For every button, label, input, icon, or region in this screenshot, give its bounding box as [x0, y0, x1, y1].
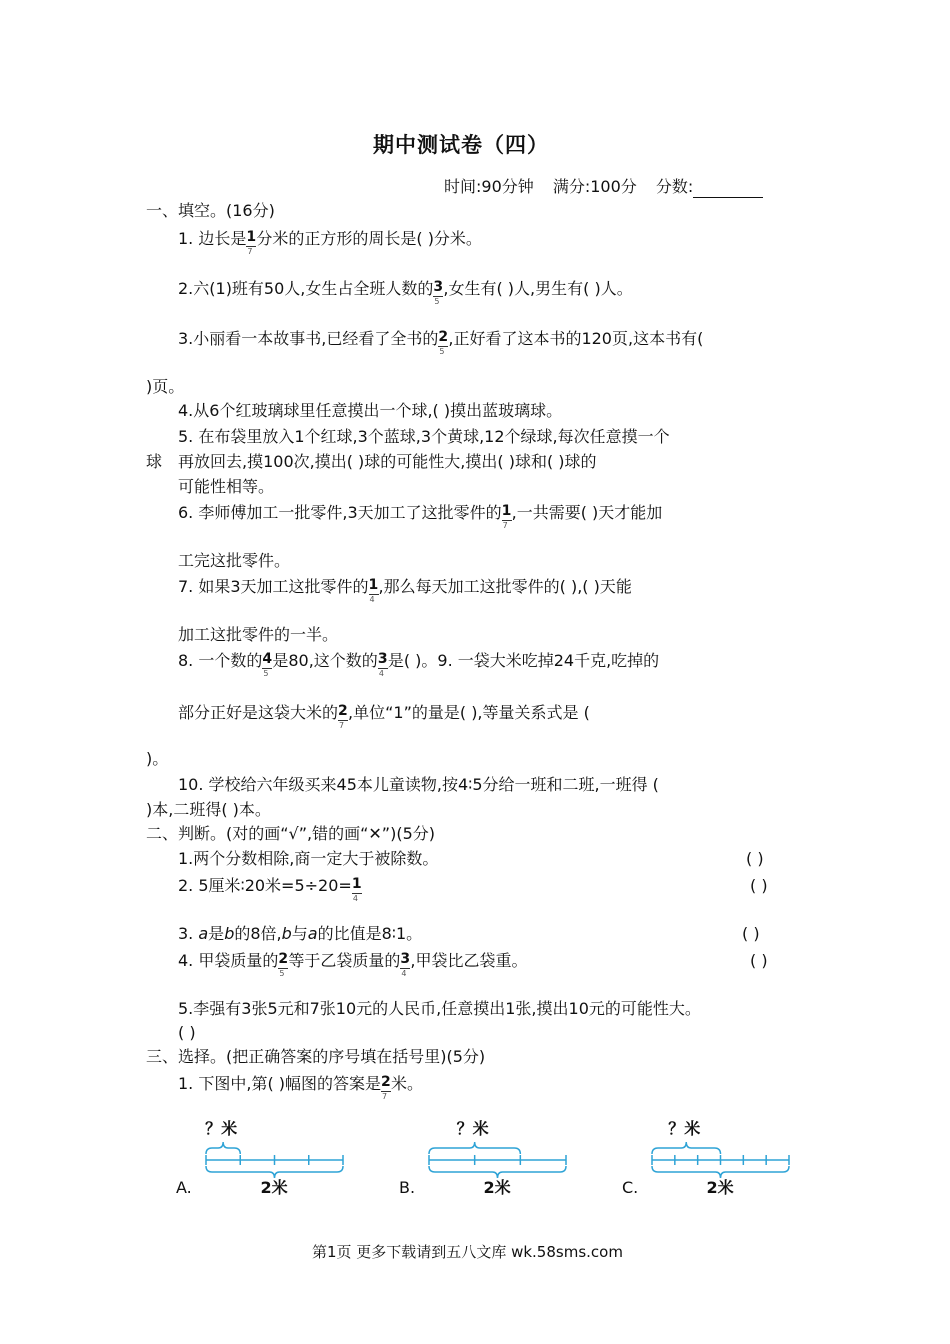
fraction: $\frac{2}{5}$ — [438, 329, 449, 356]
fraction: $\frac{4}{5}$ — [262, 651, 273, 678]
q2-2: 2. 5厘米∶20米=5÷20= $\frac{1}{4}$ — [178, 876, 362, 903]
q2-4: 4. 甲袋质量的 $\frac{2}{5}$ 等于乙袋质量的 $\frac{3}{4}$ ,甲袋比乙袋重。 — [178, 951, 528, 978]
q1-9-cont: )。 — [146, 749, 169, 768]
q2-5: 5.李强有3张5元和7张10元的人民币,任意摸出1张,摸出10元的可能性大。 — [178, 999, 701, 1018]
total-length-label: 2米 — [706, 1178, 734, 1197]
fraction: $\frac{3}{5}$ — [433, 279, 444, 306]
fraction: $\frac{3}{4}$ — [400, 951, 411, 978]
fraction: $\frac{1}{4}$ — [351, 876, 362, 903]
fraction: $\frac{1}{7}$ — [501, 503, 512, 530]
exam-info — [444, 176, 763, 198]
q1-9: 部分正好是这袋大米的 $\frac{2}{7}$ ,单位“1”的量是( ),等量关系式是 ( — [178, 703, 590, 730]
q1-7-cont: 加工这批零件的一半。 — [178, 625, 339, 644]
q1-6: 6. 李师傅加工一批零件,3天加工了这批零件的 $\frac{1}{7}$ ,一共需要( )天才能加 — [178, 503, 663, 530]
fraction: $\frac{1}{7}$ — [246, 229, 257, 256]
q1-5d: 可能性相等。 — [178, 477, 275, 496]
q2-3: 3. a是b的8倍,b与a的比值是8∶1。 — [178, 924, 423, 943]
fraction: $\frac{3}{4}$ — [377, 651, 388, 678]
option-label: C. — [622, 1178, 639, 1197]
total-length-label: 2米 — [260, 1178, 288, 1197]
q2-5-answer[interactable]: ( ) — [178, 1023, 196, 1042]
q1-2: 2.六(1)班有50人,女生占全班人数的 $\frac{3}{5}$ ,女生有( )人,男生有( )人。 — [178, 279, 633, 306]
q2-3-answer[interactable]: ( ) — [742, 924, 760, 943]
q1-5a: 5. 在布袋里放入1个红球,3个蓝球,3个黄球,12个绿球,每次任意摸一个 — [178, 427, 670, 446]
q1-6-cont: 工完这批零件。 — [178, 551, 291, 570]
fraction: $\frac{1}{4}$ — [368, 577, 379, 604]
option-label: B. — [399, 1178, 416, 1197]
q1-7: 7. 如果3天加工这批零件的 $\frac{1}{4}$ ,那么每天加工这批零件的( ),( )天能 — [178, 577, 632, 604]
q1-10a: 10. 学校给六年级买来45本儿童读物,按4∶5分给一班和二班,一班得 ( — [178, 775, 659, 794]
section2-heading: 二、判断。(对的画“√”,错的画“✕”)(5分) — [146, 824, 435, 843]
top-brace — [429, 1142, 520, 1154]
section1-heading: 一、填空。(16分) — [146, 201, 275, 220]
unknown-length-label: ？米 — [205, 1119, 238, 1138]
exam-time: 时间:90分钟 — [444, 177, 534, 196]
top-brace — [652, 1142, 721, 1154]
q1-4: 4.从6个红玻璃球里任意摸出一个球,( )摸出蓝玻璃球。 — [178, 401, 563, 420]
page-footer: 第1页 更多下载请到五八文库 wk.58sms.com — [312, 1243, 623, 1261]
top-brace — [206, 1142, 240, 1154]
fraction: $\frac{2}{7}$ — [338, 703, 348, 730]
q1-3-cont: )页。 — [146, 377, 185, 396]
q1-1: 1. 边长是 $\frac{1}{7}$ 分米的正方形的周长是( )分米。 — [178, 229, 482, 256]
page-title: 期中测试卷（四） — [373, 132, 549, 157]
q1-10b: )本,二班得( )本。 — [146, 800, 271, 819]
fraction: $\frac{2}{7}$ — [381, 1074, 391, 1101]
q1-3: 3.小丽看一本故事书,已经看了全书的 $\frac{2}{5}$ ,正好看了这本书的120页,这本书有( — [178, 329, 704, 356]
q2-2-answer[interactable]: ( ) — [750, 876, 768, 895]
fraction: $\frac{2}{5}$ — [278, 951, 289, 978]
q3-1: 1. 下图中,第( )幅图的答案是 $\frac{2}{7}$ 米。 — [178, 1074, 424, 1101]
q1-5c: 再放回去,摸100次,摸出( )球的可能性大,摸出( )球和( )球的 — [178, 452, 597, 471]
exam-full-score: 满分:100分 — [552, 177, 637, 196]
section3-heading: 三、选择。(把正确答案的序号填在括号里)(5分) — [146, 1047, 486, 1066]
unknown-length-label: ？米 — [456, 1119, 489, 1138]
total-length-label: 2米 — [483, 1178, 511, 1197]
score-blank[interactable] — [693, 181, 763, 198]
q2-1-answer[interactable]: ( ) — [746, 849, 764, 868]
q1-8: 8. 一个数的 $\frac{4}{5}$ 是80,这个数的 $\frac{3}{4}$ 是( )。9. 一袋大米吃掉24千克,吃掉的 — [178, 651, 660, 678]
option-label: A. — [176, 1178, 192, 1197]
q2-1: 1.两个分数相除,商一定大于被除数。 — [178, 849, 439, 868]
unknown-length-label: ？米 — [668, 1119, 701, 1138]
q1-5b: 球 — [146, 452, 163, 471]
exam-score-label: 分数: — [655, 177, 694, 196]
q2-4-answer[interactable]: ( ) — [750, 951, 768, 970]
